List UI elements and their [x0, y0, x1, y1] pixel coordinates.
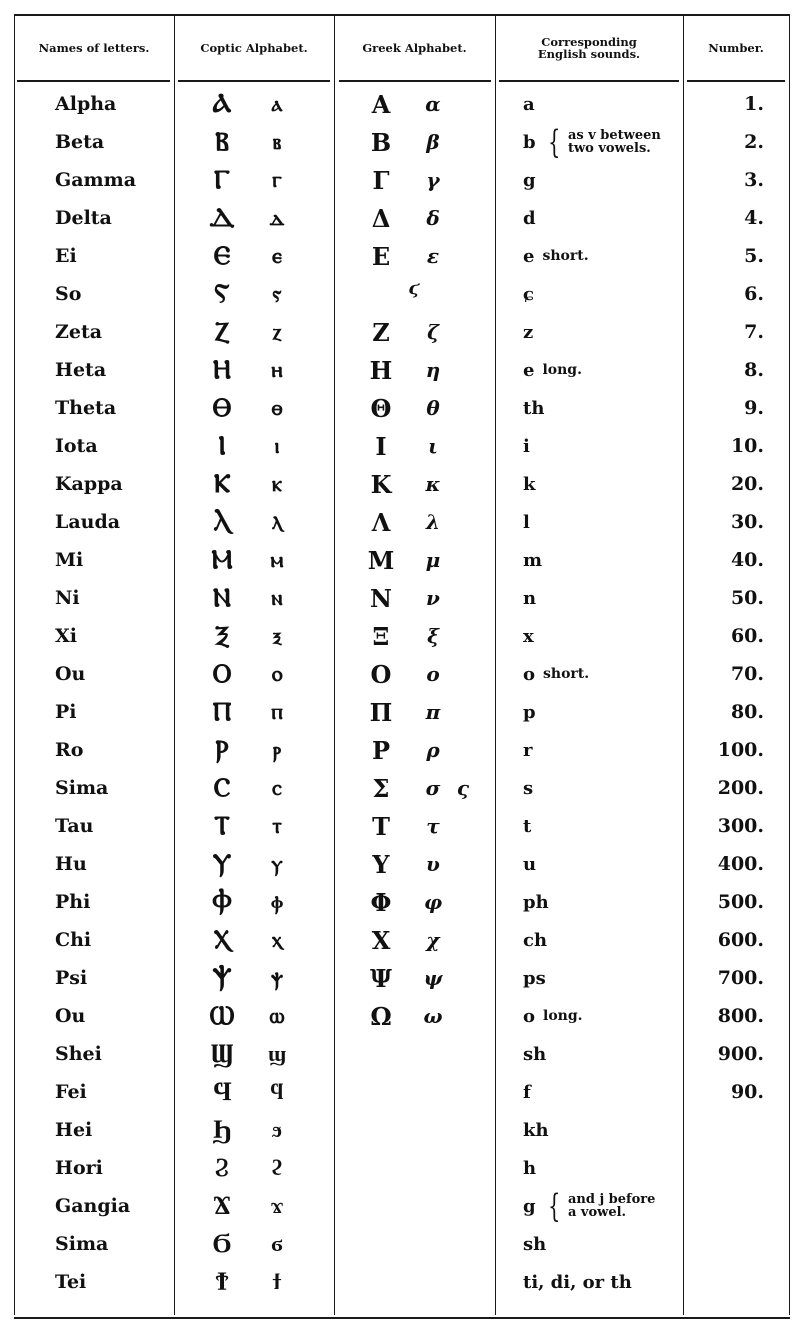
letter-name: Phi	[55, 891, 91, 913]
table-row	[0, 769, 800, 807]
greek-lowercase: ν	[426, 586, 440, 610]
sound-value: f	[523, 1081, 531, 1103]
coptic-lowercase: ϫ	[270, 1193, 284, 1219]
coptic-lowercase: ϩ	[270, 1155, 284, 1181]
letter-name: Ro	[55, 739, 84, 761]
greek-final-form: ς	[456, 776, 470, 800]
english-sound	[523, 389, 544, 427]
coptic-lowercase: ⲅ	[272, 167, 282, 193]
letter-name: Sima	[55, 777, 109, 799]
greek-lowercase: β	[426, 130, 440, 154]
letter-name: Zeta	[55, 321, 103, 343]
english-sound	[523, 1225, 546, 1263]
coptic-uppercase: Ⲑ	[212, 392, 232, 423]
sound-note-line1: as v between	[567, 128, 661, 143]
numeric-value: 700.	[717, 967, 764, 989]
english-sound	[523, 1187, 655, 1225]
greek-lowercase: φ	[423, 890, 443, 914]
coptic-lowercase: ⲏ	[271, 357, 283, 383]
sound-note-line1: and j before	[567, 1192, 656, 1207]
greek-lowercase: θ	[426, 396, 440, 420]
coptic-lowercase: ⲫ	[271, 889, 283, 915]
english-sound	[523, 1263, 632, 1301]
sound-value: k	[523, 473, 536, 495]
coptic-lowercase: ⲙ	[270, 547, 284, 573]
table-row	[0, 465, 800, 503]
coptic-uppercase: Ⲉ	[213, 240, 231, 271]
coptic-lowercase: ⲗ	[271, 509, 283, 535]
numeric-value: 200.	[717, 777, 764, 799]
letter-name: Ei	[55, 245, 77, 267]
coptic-uppercase: Ⲏ	[212, 354, 232, 385]
sound-note: short.	[543, 666, 590, 682]
numeric-value: 100.	[717, 739, 764, 761]
english-sound	[523, 237, 589, 275]
english-sound	[523, 161, 536, 199]
english-sound	[523, 313, 533, 351]
english-sound	[523, 693, 536, 731]
greek-uppercase: Ν	[370, 583, 392, 613]
english-sound	[523, 275, 534, 313]
coptic-uppercase: Ⲩ	[212, 848, 232, 879]
coptic-lowercase: ⲇ	[269, 205, 285, 231]
greek-lowercase: κ	[425, 472, 441, 496]
numeric-value: 60.	[730, 625, 764, 647]
coptic-lowercase: ⲣ	[272, 737, 282, 763]
greek-lowercase: σ	[425, 776, 441, 800]
english-sound	[523, 579, 536, 617]
numeric-value: 9.	[744, 397, 764, 419]
greek-uppercase: Κ	[370, 469, 392, 499]
greek-stigma: ϛ	[408, 277, 420, 299]
numeric-value: 20.	[730, 473, 764, 495]
greek-uppercase: Γ	[372, 165, 390, 195]
coptic-lowercase: ϥ	[270, 1079, 284, 1105]
table-row	[0, 313, 800, 351]
sound-value: d	[523, 207, 536, 229]
header-greek: Greek Alphabet.	[362, 41, 467, 55]
table-row	[0, 275, 800, 313]
sound-value: ph	[523, 891, 549, 913]
table-row	[0, 85, 800, 123]
table-row	[0, 1149, 800, 1187]
brace-icon: {	[547, 123, 560, 161]
sound-note-block	[568, 129, 661, 155]
greek-uppercase: Η	[369, 355, 393, 385]
coptic-uppercase: Ⲥ	[213, 772, 231, 803]
english-sound	[523, 427, 530, 465]
header-rule	[339, 80, 491, 82]
coptic-uppercase: Ⲓ	[218, 430, 226, 461]
table-row	[0, 541, 800, 579]
table-row	[0, 731, 800, 769]
coptic-lowercase: ϯ	[272, 1269, 282, 1295]
greek-uppercase: Θ	[370, 393, 392, 423]
greek-lowercase: δ	[426, 206, 440, 230]
greek-uppercase: Ζ	[372, 317, 390, 347]
letter-name: Fei	[55, 1081, 87, 1103]
sound-value: o	[523, 1005, 536, 1027]
numeric-value: 70.	[730, 663, 764, 685]
numeric-value: 900.	[717, 1043, 764, 1065]
coptic-lowercase: ⲃ	[272, 129, 282, 155]
english-sound	[523, 997, 583, 1035]
letter-name: Tau	[55, 815, 94, 837]
greek-uppercase: Ρ	[371, 735, 391, 765]
coptic-uppercase: Ⲃ	[215, 126, 229, 157]
sound-note: long.	[543, 1008, 583, 1024]
coptic-uppercase: Ⲗ	[213, 506, 231, 537]
english-sound	[523, 199, 536, 237]
coptic-lowercase: ϣ	[267, 1041, 287, 1067]
table-row	[0, 1187, 800, 1225]
english-sound	[523, 123, 661, 161]
greek-uppercase: Α	[371, 89, 391, 119]
greek-uppercase: Ψ	[370, 963, 392, 993]
numeric-value: 40.	[730, 549, 764, 571]
sound-value: b	[523, 131, 536, 153]
sound-note-line2: a vowel.	[567, 1205, 627, 1220]
coptic-lowercase: ⲯ	[271, 965, 283, 991]
table-row	[0, 845, 800, 883]
coptic-lowercase: ⲱ	[269, 1003, 285, 1029]
greek-uppercase: Τ	[372, 811, 390, 841]
coptic-uppercase: Ⲛ	[212, 582, 232, 613]
sound-value: e	[523, 359, 535, 381]
sound-value: o	[523, 663, 536, 685]
letter-name: Ou	[55, 663, 86, 685]
greek-lowercase: γ	[426, 168, 440, 192]
sound-value: ɕ	[523, 283, 534, 305]
table-row	[0, 1073, 800, 1111]
greek-lowercase: ι	[428, 434, 438, 458]
letter-name: Gangia	[55, 1195, 131, 1217]
sound-value: th	[523, 397, 545, 419]
table-row	[0, 427, 800, 465]
numeric-value: 400.	[717, 853, 764, 875]
table-row	[0, 503, 800, 541]
letter-name: Beta	[55, 131, 105, 153]
english-sound	[523, 503, 530, 541]
sound-value: sh	[523, 1043, 547, 1065]
brace-icon: {	[547, 1187, 560, 1225]
numeric-value: 4.	[744, 207, 764, 229]
letter-name: Kappa	[55, 473, 123, 495]
coptic-lowercase: ⲩ	[271, 851, 283, 877]
coptic-uppercase: Ⲫ	[212, 886, 232, 917]
sound-note-line2: two vowels.	[567, 141, 651, 156]
numeric-value: 3.	[744, 169, 764, 191]
greek-uppercase: Ω	[370, 1001, 392, 1031]
greek-lowercase: ξ	[427, 624, 439, 648]
coptic-uppercase: Ϩ	[213, 1153, 231, 1183]
header-names: Names of letters.	[38, 41, 150, 55]
header-rule	[687, 80, 785, 82]
table-row	[0, 883, 800, 921]
coptic-uppercase: Ϧ	[212, 1115, 232, 1145]
coptic-uppercase: Ϥ	[212, 1077, 232, 1107]
english-sound	[523, 617, 534, 655]
sound-value: z	[523, 321, 534, 343]
greek-uppercase: Φ	[370, 887, 392, 917]
coptic-uppercase: Ⲣ	[215, 734, 229, 765]
coptic-uppercase: Ⲇ	[209, 202, 235, 233]
sound-value: t	[523, 815, 532, 837]
sound-value: ps	[523, 967, 546, 989]
sound-note: long.	[542, 362, 582, 378]
numeric-value: 80.	[730, 701, 764, 723]
header-rule	[17, 80, 170, 82]
letter-name: Psi	[55, 967, 88, 989]
english-sound	[523, 883, 549, 921]
sound-value: n	[523, 587, 537, 609]
coptic-lowercase: ϭ	[271, 1231, 283, 1257]
numeric-value: 800.	[717, 1005, 764, 1027]
header-rule	[499, 80, 679, 82]
letter-name: Tei	[55, 1271, 87, 1293]
sound-value: g	[523, 169, 536, 191]
letter-name: Pi	[55, 701, 77, 723]
header-number: Number.	[708, 41, 764, 55]
coptic-lowercase: ⲕ	[271, 471, 282, 497]
table-row	[0, 1035, 800, 1073]
english-sound	[523, 465, 535, 503]
sound-value: l	[523, 511, 530, 533]
coptic-uppercase: Ⲯ	[212, 962, 232, 993]
coptic-uppercase: Ϯ	[214, 1267, 230, 1297]
greek-lowercase: ε	[426, 244, 440, 268]
coptic-uppercase: Ⲕ	[213, 468, 231, 499]
english-sound	[523, 1073, 531, 1111]
numeric-value: 5.	[744, 245, 764, 267]
coptic-uppercase: Ⲋ	[214, 278, 230, 309]
greek-lowercase: λ	[425, 510, 441, 534]
letter-name: Hori	[55, 1157, 103, 1179]
header-coptic: Coptic Alphabet.	[200, 41, 308, 55]
letter-name: Heta	[55, 359, 107, 381]
greek-lowercase: η	[425, 358, 441, 382]
letter-name: Alpha	[55, 93, 117, 115]
letter-name: Xi	[55, 625, 77, 647]
greek-uppercase: Β	[370, 127, 392, 157]
sound-value: kh	[523, 1119, 549, 1141]
english-sound	[523, 769, 533, 807]
greek-lowercase: υ	[426, 852, 440, 876]
sound-value: g	[523, 1195, 536, 1217]
coptic-uppercase: Ⲧ	[214, 810, 230, 841]
coptic-lowercase: ϧ	[272, 1117, 282, 1143]
letter-name: Shei	[55, 1043, 102, 1065]
numeric-value: 90.	[730, 1081, 764, 1103]
coptic-lowercase: ⲝ	[272, 623, 282, 649]
sound-value: r	[523, 739, 533, 761]
table-row	[0, 1263, 800, 1301]
header-sounds	[495, 16, 683, 80]
header-rule	[178, 80, 330, 82]
greek-lowercase: τ	[426, 814, 440, 838]
sound-value: s	[523, 777, 534, 799]
coptic-uppercase: Ⲡ	[212, 696, 232, 727]
coptic-lowercase: ⲉ	[272, 243, 282, 269]
english-sound	[523, 85, 535, 123]
greek-uppercase: Σ	[372, 773, 390, 803]
letter-name: Chi	[55, 929, 92, 951]
coptic-lowercase: ⲓ	[274, 433, 280, 459]
greek-lowercase: μ	[425, 548, 441, 572]
sound-note-block	[568, 1193, 655, 1219]
numeric-value: 2.	[744, 131, 764, 153]
table-row	[0, 921, 800, 959]
coptic-uppercase: Ⲙ	[211, 544, 233, 575]
numeric-value: 10.	[730, 435, 764, 457]
table-row	[0, 693, 800, 731]
numeric-value: 6.	[744, 283, 764, 305]
coptic-lowercase: ⲡ	[271, 699, 283, 725]
coptic-uppercase: Ⲁ	[212, 88, 232, 119]
greek-lowercase: ζ	[427, 320, 439, 344]
coptic-lowercase: ⲍ	[272, 319, 282, 345]
coptic-lowercase: ⲋ	[272, 281, 282, 307]
greek-lowercase: α	[425, 92, 441, 116]
numeric-value: 50.	[730, 587, 764, 609]
greek-lowercase: ω	[423, 1004, 443, 1028]
greek-uppercase: Ε	[371, 241, 391, 271]
greek-uppercase: Λ	[371, 507, 391, 537]
greek-uppercase: Μ	[367, 545, 395, 575]
coptic-lowercase: ⲁ	[271, 91, 283, 117]
table-row	[0, 655, 800, 693]
coptic-uppercase: Ⲭ	[213, 924, 231, 955]
coptic-lowercase: ⲛ	[271, 585, 283, 611]
table-row	[0, 199, 800, 237]
sound-value: i	[523, 435, 530, 457]
english-sound	[523, 921, 547, 959]
english-sound	[523, 1035, 546, 1073]
table-row	[0, 807, 800, 845]
sound-value: sh	[523, 1233, 547, 1255]
header-sounds-line2: English sounds.	[537, 47, 641, 61]
english-sound	[523, 959, 546, 997]
english-sound	[523, 351, 582, 389]
sound-value: e	[523, 245, 535, 267]
numeric-value: 300.	[717, 815, 764, 837]
english-sound	[523, 1111, 549, 1149]
english-sound	[523, 541, 542, 579]
letter-name: Hu	[55, 853, 87, 875]
greek-lowercase: π	[425, 700, 441, 724]
coptic-uppercase: Ⲍ	[214, 316, 230, 347]
table-row	[0, 161, 800, 199]
greek-lowercase: ο	[426, 662, 440, 686]
numeric-value: 500.	[717, 891, 764, 913]
numeric-value: 600.	[717, 929, 764, 951]
header-sounds-line1: Corresponding	[541, 35, 637, 49]
numeric-value: 8.	[744, 359, 764, 381]
table-row	[0, 1225, 800, 1263]
greek-lowercase: ψ	[423, 966, 443, 990]
sound-value: a	[523, 93, 535, 115]
letter-name: Theta	[55, 397, 117, 419]
sound-value: ti, di, or th	[523, 1271, 632, 1293]
english-sound	[523, 845, 536, 883]
coptic-uppercase: Ⲅ	[214, 164, 230, 195]
coptic-uppercase: Ⲱ	[209, 1000, 235, 1031]
greek-uppercase: Υ	[372, 849, 390, 879]
letter-name: Delta	[55, 207, 112, 229]
sound-value: ch	[523, 929, 548, 951]
coptic-lowercase: ⲑ	[271, 395, 283, 421]
coptic-uppercase: Ϫ	[213, 1191, 231, 1221]
table-row	[0, 389, 800, 427]
letter-name: Ni	[55, 587, 80, 609]
sound-value: p	[523, 701, 536, 723]
sound-value: u	[523, 853, 537, 875]
sound-note: short.	[542, 248, 589, 264]
numeric-value: 30.	[730, 511, 764, 533]
sound-value: m	[523, 549, 543, 571]
coptic-lowercase: ⲟ	[271, 661, 283, 687]
greek-uppercase: Ξ	[372, 621, 390, 651]
table-row	[0, 579, 800, 617]
table-row	[0, 617, 800, 655]
letter-name: Mi	[55, 549, 84, 571]
coptic-lowercase: ⲭ	[271, 927, 283, 953]
table-row	[0, 959, 800, 997]
numeric-value: 1.	[744, 93, 764, 115]
coptic-lowercase: ⲧ	[272, 813, 282, 839]
greek-lowercase: χ	[426, 928, 440, 952]
english-sound	[523, 1149, 536, 1187]
coptic-uppercase: Ⲝ	[214, 620, 230, 651]
sound-value: h	[523, 1157, 537, 1179]
letter-name: Sima	[55, 1233, 109, 1255]
greek-uppercase: Δ	[371, 203, 391, 233]
letter-name: Ou	[55, 1005, 86, 1027]
numeric-value: 7.	[744, 321, 764, 343]
coptic-uppercase: Ϣ	[210, 1039, 234, 1069]
letter-name: Iota	[55, 435, 98, 457]
letter-name: Hei	[55, 1119, 93, 1141]
table-row	[0, 997, 800, 1035]
letter-name: So	[55, 283, 82, 305]
table-row	[0, 1111, 800, 1149]
greek-uppercase: Ο	[370, 659, 392, 689]
coptic-lowercase: ⲥ	[272, 775, 282, 801]
english-sound	[523, 655, 589, 693]
greek-uppercase: Ι	[375, 431, 387, 461]
english-sound	[523, 731, 532, 769]
letter-name: Lauda	[55, 511, 121, 533]
greek-uppercase: Π	[369, 697, 393, 727]
table-row	[0, 351, 800, 389]
english-sound	[523, 807, 531, 845]
coptic-uppercase: Ⲟ	[212, 658, 232, 689]
table-row	[0, 123, 800, 161]
sound-value: x	[523, 625, 534, 647]
greek-uppercase: Χ	[371, 925, 391, 955]
letter-name: Gamma	[55, 169, 137, 191]
coptic-uppercase: Ϭ	[212, 1229, 232, 1259]
greek-lowercase: ρ	[426, 738, 440, 762]
